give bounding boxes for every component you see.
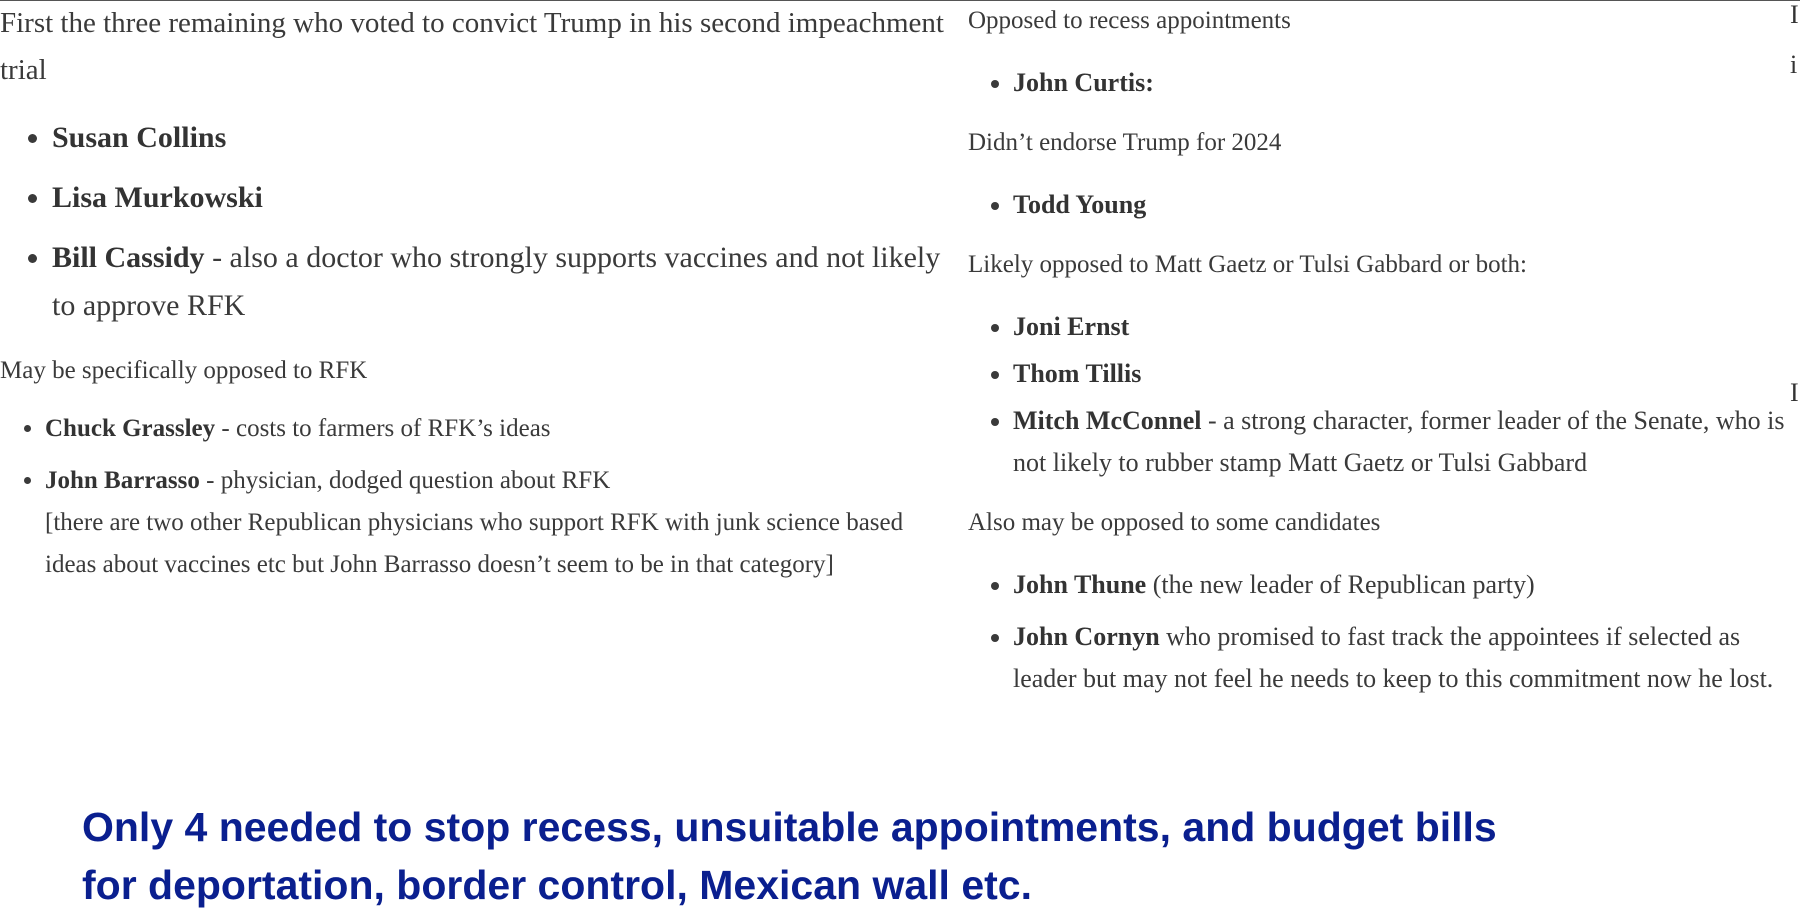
gaetz-heading: Likely opposed to Matt Gaetz or Tulsi Gabbard or both: [968,251,1527,278]
senator-name: John Curtis: [1013,68,1154,97]
senator-name: Thom Tillis [1013,359,1142,388]
senator-note: - also a doctor who strongly supports vaccines and not likely to approve RFK [52,241,941,322]
senator-note: (the new leader of Republican party) [1146,570,1535,599]
list-item [1013,616,1800,700]
recess-list [968,62,1800,104]
senator-name: Mitch McConnel [1013,406,1202,435]
list-item [1013,62,1800,104]
rfk-list [0,408,960,586]
candidates-heading: Also may be opposed to some candidates [968,509,1381,536]
clipped-glyph: I [1790,2,1799,28]
clipped-glyph: i [1790,52,1798,78]
candidates-list [968,564,1800,700]
banner-caption [82,798,1762,914]
clipped-glyph: I [1790,380,1799,406]
senator-name: Susan Collins [52,121,227,154]
left-column [0,0,960,596]
senator-name: Bill Cassidy [52,241,205,274]
impeachment-list [52,114,960,330]
senator-name: John Cornyn [1013,622,1160,651]
senator-name: Joni Ernst [1013,312,1130,341]
senator-note: who promised to fast track the appointees if selected as leader but may not feel he needs to keep to this commitment now he lost. [1013,622,1774,693]
list-item [52,174,960,222]
list-item [1013,306,1800,348]
impeachment-heading: First the three remaining who voted to convict Trump in his second impeachment trial [0,7,944,86]
recess-heading: Opposed to recess appointments [968,7,1291,34]
endorse-heading: Didn’t endorse Trump for 2024 [968,129,1282,156]
physician-note: [there are two other Republican physicians who support RFK with junk science based ideas about vaccines etc but John Barrasso doesn’t seem to be in that category] [45,509,904,578]
senator-note: - costs to farmers of RFK’s ideas [215,415,551,442]
senator-note: - a strong character, former leader of the Senate, who is not likely to rubber stamp Matt Gaetz or Tulsi Gabbard [1013,406,1785,477]
senator-name: John Thune [1013,570,1147,599]
list-item [45,408,960,450]
senator-note: - physician, dodged question about RFK [199,467,611,494]
list-item [1013,400,1800,484]
senator-name: Lisa Murkowski [52,181,263,214]
list-item [1013,564,1800,606]
rfk-heading: May be specifically opposed to RFK [0,357,368,384]
list-item [52,234,960,330]
list-item [1013,184,1800,226]
banner-line-2: for deportation, border control, Mexican wall etc. [82,862,1032,908]
senator-name: Chuck Grassley [45,415,216,442]
senator-name: Todd Young [1013,190,1147,219]
gaetz-list [968,306,1800,484]
endorse-list [968,184,1800,226]
banner-line-1: Only 4 needed to stop recess, unsuitable appointments, and budget bills [82,804,1497,850]
right-column [968,0,1800,710]
list-item [52,114,960,162]
list-item [45,460,960,586]
senator-name: John Barrasso [45,467,200,494]
list-item [1013,353,1800,395]
